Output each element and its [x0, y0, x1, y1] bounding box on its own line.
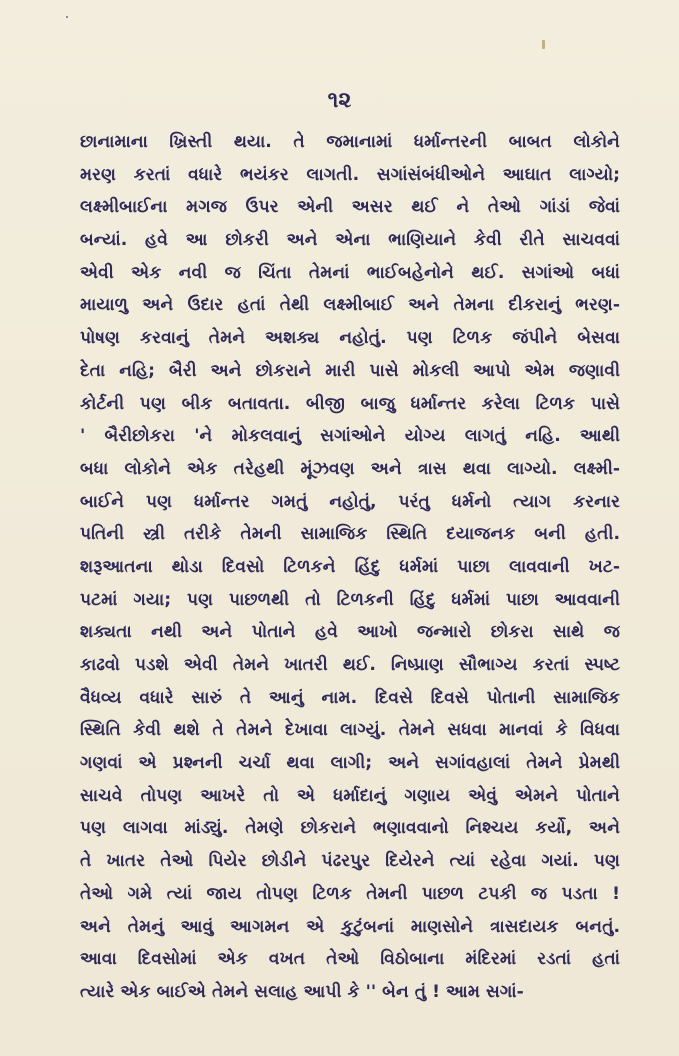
text-line: તેઓ ગમે ત્યાં જાય તોપણ ટિળક તેમની પાછળ ટપકી જ પડતા !	[80, 883, 620, 904]
text-line: અને તેમનું આવું આગમન એ કુટુંબનાં માણસોને ત્રાસદાયક બનતું.	[80, 916, 620, 937]
text-line: વૈધવ્ય વધારે સારું તે આનું નામ. દિવસે દિવસે પોતાની સામાજિક	[80, 687, 620, 708]
text-line: આવા દિવસોમાં એક વખત તેઓ વિઠોબાના મંદિરમાં રડતાં હતાં	[80, 949, 620, 970]
text-line: બધા લોકોને એક તરેહથી મૂંઝવણ અને ત્રાસ થવા લાગ્યો. લક્ષ્મી-	[80, 458, 620, 479]
scan-speck	[66, 16, 68, 18]
body-text	[80, 126, 620, 1009]
text-line: બન્યાં. હવે આ છોકરી અને એના ભાણિયાને કેવી રીતે સાચવવાં	[80, 230, 620, 251]
text-line: છાનામાના ખ્રિસ્તી થયા. તે જમાનામાં ધર્માન્તરની બાબત લોકોને	[80, 132, 620, 152]
text-line: શક્યતા નથી અને પોતાને હવે આખો જન્મારો છોકરા સાથે જ	[80, 622, 620, 643]
text-line: સ્થિતિ કેવી થશે તે તેમને દેખાવા લાગ્યું. તેમને સધવા માનવાં કે વિધવા	[80, 720, 620, 741]
text-line: પટમાં ગયા; પણ પાછળથી તો ટિળકની હિંદુ ધર્મમાં પાછા આવવાની	[80, 589, 620, 610]
text-line: માયાળુ અને ઉદાર હતાં તેથી લક્ષ્મીબાઈ અને તેમના દીકરાનું ભરણ-	[80, 295, 620, 316]
text-line: ત્યારે એક બાઈએ તેમને સલાહ આપી કે '' બેન તું ! આમ સગાં-	[80, 981, 524, 1002]
text-line: બાઈને પણ ધર્માન્તર ગમતું નહોતું, પરંતુ ધર્મનો ત્યાગ કરનાર	[80, 491, 620, 512]
text-line: કોર્ટની પણ બીક બતાવતા. બીજી બાજુ ધર્માન્તર કરેલા ટિળક પાસે	[80, 393, 620, 414]
text-line: તે ખાતર તેઓ પિયેર છોડીને પંઢરપુર દિયેરને ત્યાં રહેવા ગયાં. પણ	[80, 851, 620, 872]
text-line: પતિની સ્ત્રી તરીકે તેમની સામાજિક સ્થિતિ દયાજનક બની હતી.	[80, 524, 620, 545]
text-line: પોષણ કરવાનું તેમને અશક્ય નહોતું. પણ ટિળક જંપીને બેસવા	[80, 328, 620, 349]
text-line: દેતા નહિ; બૈરી અને છોકરાને મારી પાસે મોકલી આપો એમ જણાવી	[80, 360, 620, 381]
text-line: એવી એક નવી જ ચિંતા તેમનાં ભાઈબહેનોને થઈ. સગાંઓ બધાં	[80, 262, 620, 283]
page-number: ૧૨	[327, 88, 352, 113]
scan-speck	[542, 40, 545, 49]
text-line: લક્ષ્મીબાઈના મગજ ઉપર એની અસર થઈ ને તેઓ ગાંડાં જેવાં	[80, 197, 620, 218]
text-line: સાચવે તોપણ આખરે તો એ ધર્માદાનું ગણાય એવું એમને પોતાને	[80, 785, 620, 806]
text-line: કાઢવો પડશે એવી તેમને ખાતરી થઈ. નિષ્પ્રાણ સૌભાગ્ય કરતાં સ્પષ્ટ	[80, 655, 620, 675]
text-line: પણ લાગવા માંડ્યું. તેમણે છોકરાને ભણાવવાનો નિશ્ચય કર્યો, અને	[80, 818, 620, 839]
text-line: શરૂઆતના થોડા દિવસો ટિળકને હિંદુ ધર્મમાં પાછા લાવવાની ખટ-	[80, 556, 620, 577]
text-line: મરણ કરતાં વધારે ભયંકર લાગતી. સગાંસંબંધીઓને આઘાત લાગ્યો;	[80, 164, 620, 185]
text-line: ' બૈરીછોકરા 'ને મોકલવાનું સગાંઓને યોગ્ય લાગતું નહિ. આથી	[80, 426, 620, 447]
text-line: ગણવાં એ પ્રશ્નની ચર્ચા થવા લાગી; અને સગાંવહાલાં તેમને પ્રેમથી	[80, 753, 620, 774]
